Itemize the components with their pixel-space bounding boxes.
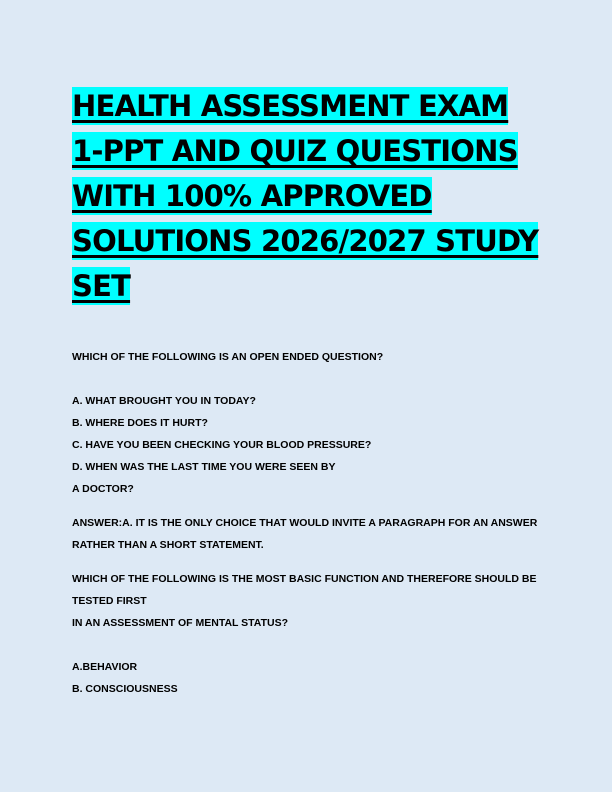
question-1	[72, 346, 552, 368]
option-a: A. WHAT BROUGHT YOU IN TODAY?	[72, 395, 256, 407]
question-2	[72, 568, 552, 634]
option-d: D. WHEN WAS THE LAST TIME YOU WERE SEEN BY	[72, 461, 336, 473]
answer-line-2: RATHER THAN A SHORT STATEMENT.	[72, 539, 264, 551]
option-d-continued: A DOCTOR?	[72, 483, 134, 495]
question-1-options	[72, 390, 552, 500]
title-highlight: HEALTH ASSESSMENT EXAM 1-PPT AND QUIZ QUESTIONS WITH 100% APPROVED SOLUTIONS 2026/2027 STUDY SET	[72, 89, 539, 303]
question-2-options	[72, 656, 552, 700]
question-1-answer	[72, 512, 552, 556]
question-1-prompt: WHICH OF THE FOLLOWING IS AN OPEN ENDED QUESTION?	[72, 351, 384, 363]
question-2-prompt-line-1: WHICH OF THE FOLLOWING IS THE MOST BASIC FUNCTION AND THEREFORE SHOULD BE	[72, 573, 537, 585]
document-header	[72, 84, 542, 309]
answer-line-1: ANSWER:A. IT IS THE ONLY CHOICE THAT WOULD INVITE A PARAGRAPH FOR AN ANSWER	[72, 517, 538, 529]
option-b: B. CONSCIOUSNESS	[72, 683, 178, 695]
option-c: C. HAVE YOU BEEN CHECKING YOUR BLOOD PRESSURE?	[72, 439, 372, 451]
option-a: A.BEHAVIOR	[72, 661, 138, 673]
question-2-prompt-line-3: IN AN ASSESSMENT OF MENTAL STATUS?	[72, 617, 289, 629]
question-2-prompt-line-2: TESTED FIRST	[72, 595, 147, 607]
document-title	[72, 84, 542, 309]
option-b: B. WHERE DOES IT HURT?	[72, 417, 208, 429]
